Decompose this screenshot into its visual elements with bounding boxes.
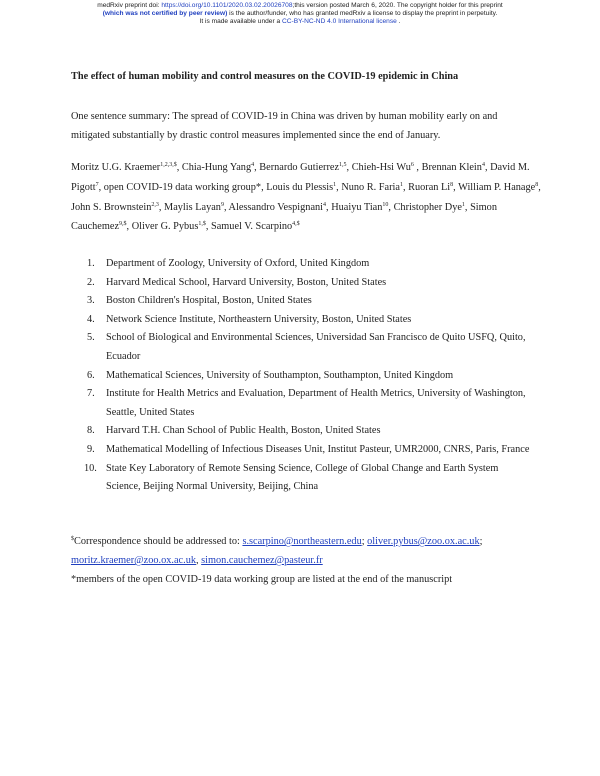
author-affiliation-marker: 8 xyxy=(450,181,454,188)
paper-title: The effect of human mobility and control measures on the COVID-19 epidemic in China xyxy=(71,71,459,82)
author xyxy=(211,221,300,232)
email-link[interactable]: simon.cauchemez@pasteur.fr xyxy=(201,555,323,566)
banner-license-link[interactable]: CC-BY-NC-ND 4.0 International license xyxy=(281,18,397,25)
correspondence-prefix: Correspondence should be addressed to: xyxy=(74,536,243,547)
banner-doi-prefix: medRxiv preprint doi: xyxy=(97,2,162,9)
author xyxy=(104,182,266,193)
author-affiliation-marker: 4,$ xyxy=(292,221,300,228)
author xyxy=(259,162,351,173)
author-affiliation-marker: 4 xyxy=(481,162,485,168)
banner-version-text: ;this version posted March 6, 2020. The copyright holder for this preprint xyxy=(292,2,503,9)
banner-line-1 xyxy=(0,2,600,10)
author-affiliation-marker: 9,$ xyxy=(119,221,127,228)
author-name: Oliver G. Pybus xyxy=(131,221,199,233)
banner-line-3 xyxy=(0,18,600,26)
affiliation-number: 10. xyxy=(84,462,97,474)
affiliation-number: 9. xyxy=(87,443,95,455)
author-affiliation-marker: 1 xyxy=(399,181,403,188)
author xyxy=(229,202,332,213)
author-affiliation-marker: 4 xyxy=(251,162,255,168)
affiliation-text: Mathematical Sciences, University of Southampton, Southampton, United Kingdom xyxy=(106,369,454,381)
affiliation-text: Boston Children's Hospital, Boston, United States xyxy=(106,295,312,307)
banner-license-suffix: . xyxy=(396,18,401,25)
author-name: Ruoran Li xyxy=(408,181,451,193)
banner-license-grant-text: is the author/funder, who has granted medRxiv a license to display the preprint in perpetuity. xyxy=(227,10,498,17)
affiliation-number: 6. xyxy=(87,369,95,381)
affiliation-item xyxy=(71,274,531,293)
author-name: Simon Cauchemez xyxy=(71,201,497,233)
affiliation-item xyxy=(71,367,531,386)
affiliation-text: School of Biological and Environmental Sciences, Universidad San Francisco de Quito USFQ, Quito, Ecuador xyxy=(106,332,526,362)
affiliation-number: 4. xyxy=(87,313,95,325)
email-separator: , xyxy=(196,555,202,566)
author-name: Maylis Layan xyxy=(164,201,221,213)
author-separator: , xyxy=(126,221,132,233)
author-separator: , xyxy=(326,201,332,213)
affiliation-text: Network Science Institute, Northeastern University, Boston, United States xyxy=(106,313,412,325)
author-separator: , xyxy=(346,162,352,173)
banner-peer-review-note: (which was not certified by peer review) xyxy=(102,10,228,17)
affiliation-text: Harvard Medical School, Harvard University, Boston, United States xyxy=(106,276,387,288)
author-separator: , xyxy=(254,162,260,173)
affiliation-number: 1. xyxy=(87,258,95,269)
author xyxy=(132,221,211,232)
email-link[interactable]: oliver.pybus@zoo.ox.ac.uk xyxy=(367,536,480,547)
author-name: Nuno R. Faria xyxy=(341,181,400,193)
author xyxy=(341,182,408,193)
affiliation-item xyxy=(71,292,531,311)
affiliation-list xyxy=(71,255,531,497)
members-footnote: *members of the open COVID-19 data working group are listed at the end of the manuscript xyxy=(71,574,453,585)
author-separator: , xyxy=(223,201,229,213)
correspondence-note xyxy=(71,532,531,570)
author-separator: , xyxy=(261,181,267,193)
affiliation-item xyxy=(71,311,531,330)
author-name: Louis du Plessis xyxy=(266,181,334,193)
affiliation-text: State Key Laboratory of Remote Sensing Science, College of Global Change and Earth System Science, Beijing Normal University, Beijing, China xyxy=(106,462,499,493)
author-name: David M. Pigott xyxy=(71,162,530,193)
author-separator: , xyxy=(464,201,471,213)
email-separator: ; xyxy=(479,536,483,547)
author-affiliation-marker: 1 xyxy=(333,181,337,188)
author-name: John S. Brownstein xyxy=(71,201,152,213)
author-name: Moritz U.G. Kraemer xyxy=(71,162,161,173)
email-separator: ; xyxy=(361,536,368,547)
author-affiliation-marker: 4 xyxy=(323,201,327,208)
author-affiliation-marker: 1,$ xyxy=(198,221,206,228)
author xyxy=(71,202,164,213)
author-name: William P. Hanage xyxy=(458,181,536,193)
author-name: Bernardo Gutierrez xyxy=(259,162,340,173)
banner-license-prefix: It is made available under a xyxy=(199,18,282,25)
affiliation-item xyxy=(71,460,531,497)
author-affiliation-marker: 6 xyxy=(410,162,414,168)
author xyxy=(182,162,259,173)
author-name: Chia-Hung Yang xyxy=(181,162,252,173)
affiliation-item xyxy=(71,441,531,460)
affiliation-text: Institute for Health Metrics and Evaluation, Department of Health Metrics, University of Washington, Seattle, United States xyxy=(106,388,526,418)
author xyxy=(331,202,393,213)
author-separator: , xyxy=(402,181,409,193)
author xyxy=(164,202,229,213)
author-name: Brennan Klein xyxy=(421,162,482,173)
author-affiliation-marker: 9 xyxy=(220,201,224,208)
author-name: Christopher Dye xyxy=(393,201,462,213)
author-name: Chieh-Hsi Wu xyxy=(351,162,411,173)
author-separator: , xyxy=(453,181,459,193)
author-separator: , xyxy=(336,181,342,193)
author xyxy=(458,182,541,193)
author-separator: , xyxy=(158,201,165,213)
affiliation-number: 8. xyxy=(87,425,95,437)
author-separator: , xyxy=(484,162,491,173)
banner-line-2 xyxy=(0,10,600,18)
author-list xyxy=(71,158,541,237)
author-affiliation-marker: 1,5 xyxy=(339,162,347,168)
affiliation-number: 5. xyxy=(87,332,95,344)
author-separator: , xyxy=(388,201,394,213)
author xyxy=(266,182,341,193)
author-affiliation-marker: 2,3 xyxy=(151,201,159,208)
affiliation-item xyxy=(71,329,531,366)
affiliation-number: 2. xyxy=(87,276,95,288)
author-name: Huaiyu Tian xyxy=(331,201,383,213)
author-separator: , xyxy=(176,162,182,173)
author xyxy=(422,162,491,173)
email-link[interactable]: s.scarpino@northeastern.edu xyxy=(242,536,362,547)
author-name: open COVID-19 data working group* xyxy=(103,181,262,193)
correspondence-marker: $ xyxy=(71,536,74,542)
affiliation-text: Harvard T.H. Chan School of Public Health, Boston, United States xyxy=(106,425,381,437)
email-link[interactable]: moritz.kraemer@zoo.ox.ac.uk xyxy=(71,555,196,566)
affiliation-item xyxy=(71,385,531,422)
author-affiliation-marker: 7 xyxy=(95,181,99,188)
affiliation-number: 3. xyxy=(87,295,95,307)
banner-doi-link[interactable]: https://doi.org/10.1101/2020.03.02.20026708 xyxy=(161,2,293,9)
affiliation-item xyxy=(71,422,531,441)
author-affiliation-marker: 1 xyxy=(461,201,465,208)
author xyxy=(408,182,458,193)
author xyxy=(71,162,182,173)
affiliation-text: Mathematical Modelling of Infectious Diseases Unit, Institut Pasteur, UMR2000, CNRS, Paris, France xyxy=(106,443,530,455)
author-separator: , xyxy=(413,162,422,173)
author-name: Samuel V. Scarpino xyxy=(211,221,293,233)
author-affiliation-marker: 1,2,3,$ xyxy=(160,162,177,168)
preprint-banner xyxy=(0,2,600,26)
author-separator: , xyxy=(538,181,541,193)
author-separator: , xyxy=(205,221,211,233)
affiliation-text: Department of Zoology, University of Oxford, United Kingdom xyxy=(106,258,370,269)
author-separator: , xyxy=(98,181,104,193)
author-name: Alessandro Vespignani xyxy=(228,201,324,213)
one-sentence-summary: One sentence summary: The spread of COVID-19 in China was driven by human mobility early on and mitigated substantially by drastic control measures implemented since the end of January. xyxy=(71,111,498,141)
author xyxy=(394,202,471,213)
affiliation-item xyxy=(71,255,531,274)
author xyxy=(352,162,422,173)
author-affiliation-marker: 8 xyxy=(535,181,539,188)
affiliation-number: 7. xyxy=(87,388,95,400)
author-affiliation-marker: 10 xyxy=(382,201,389,208)
